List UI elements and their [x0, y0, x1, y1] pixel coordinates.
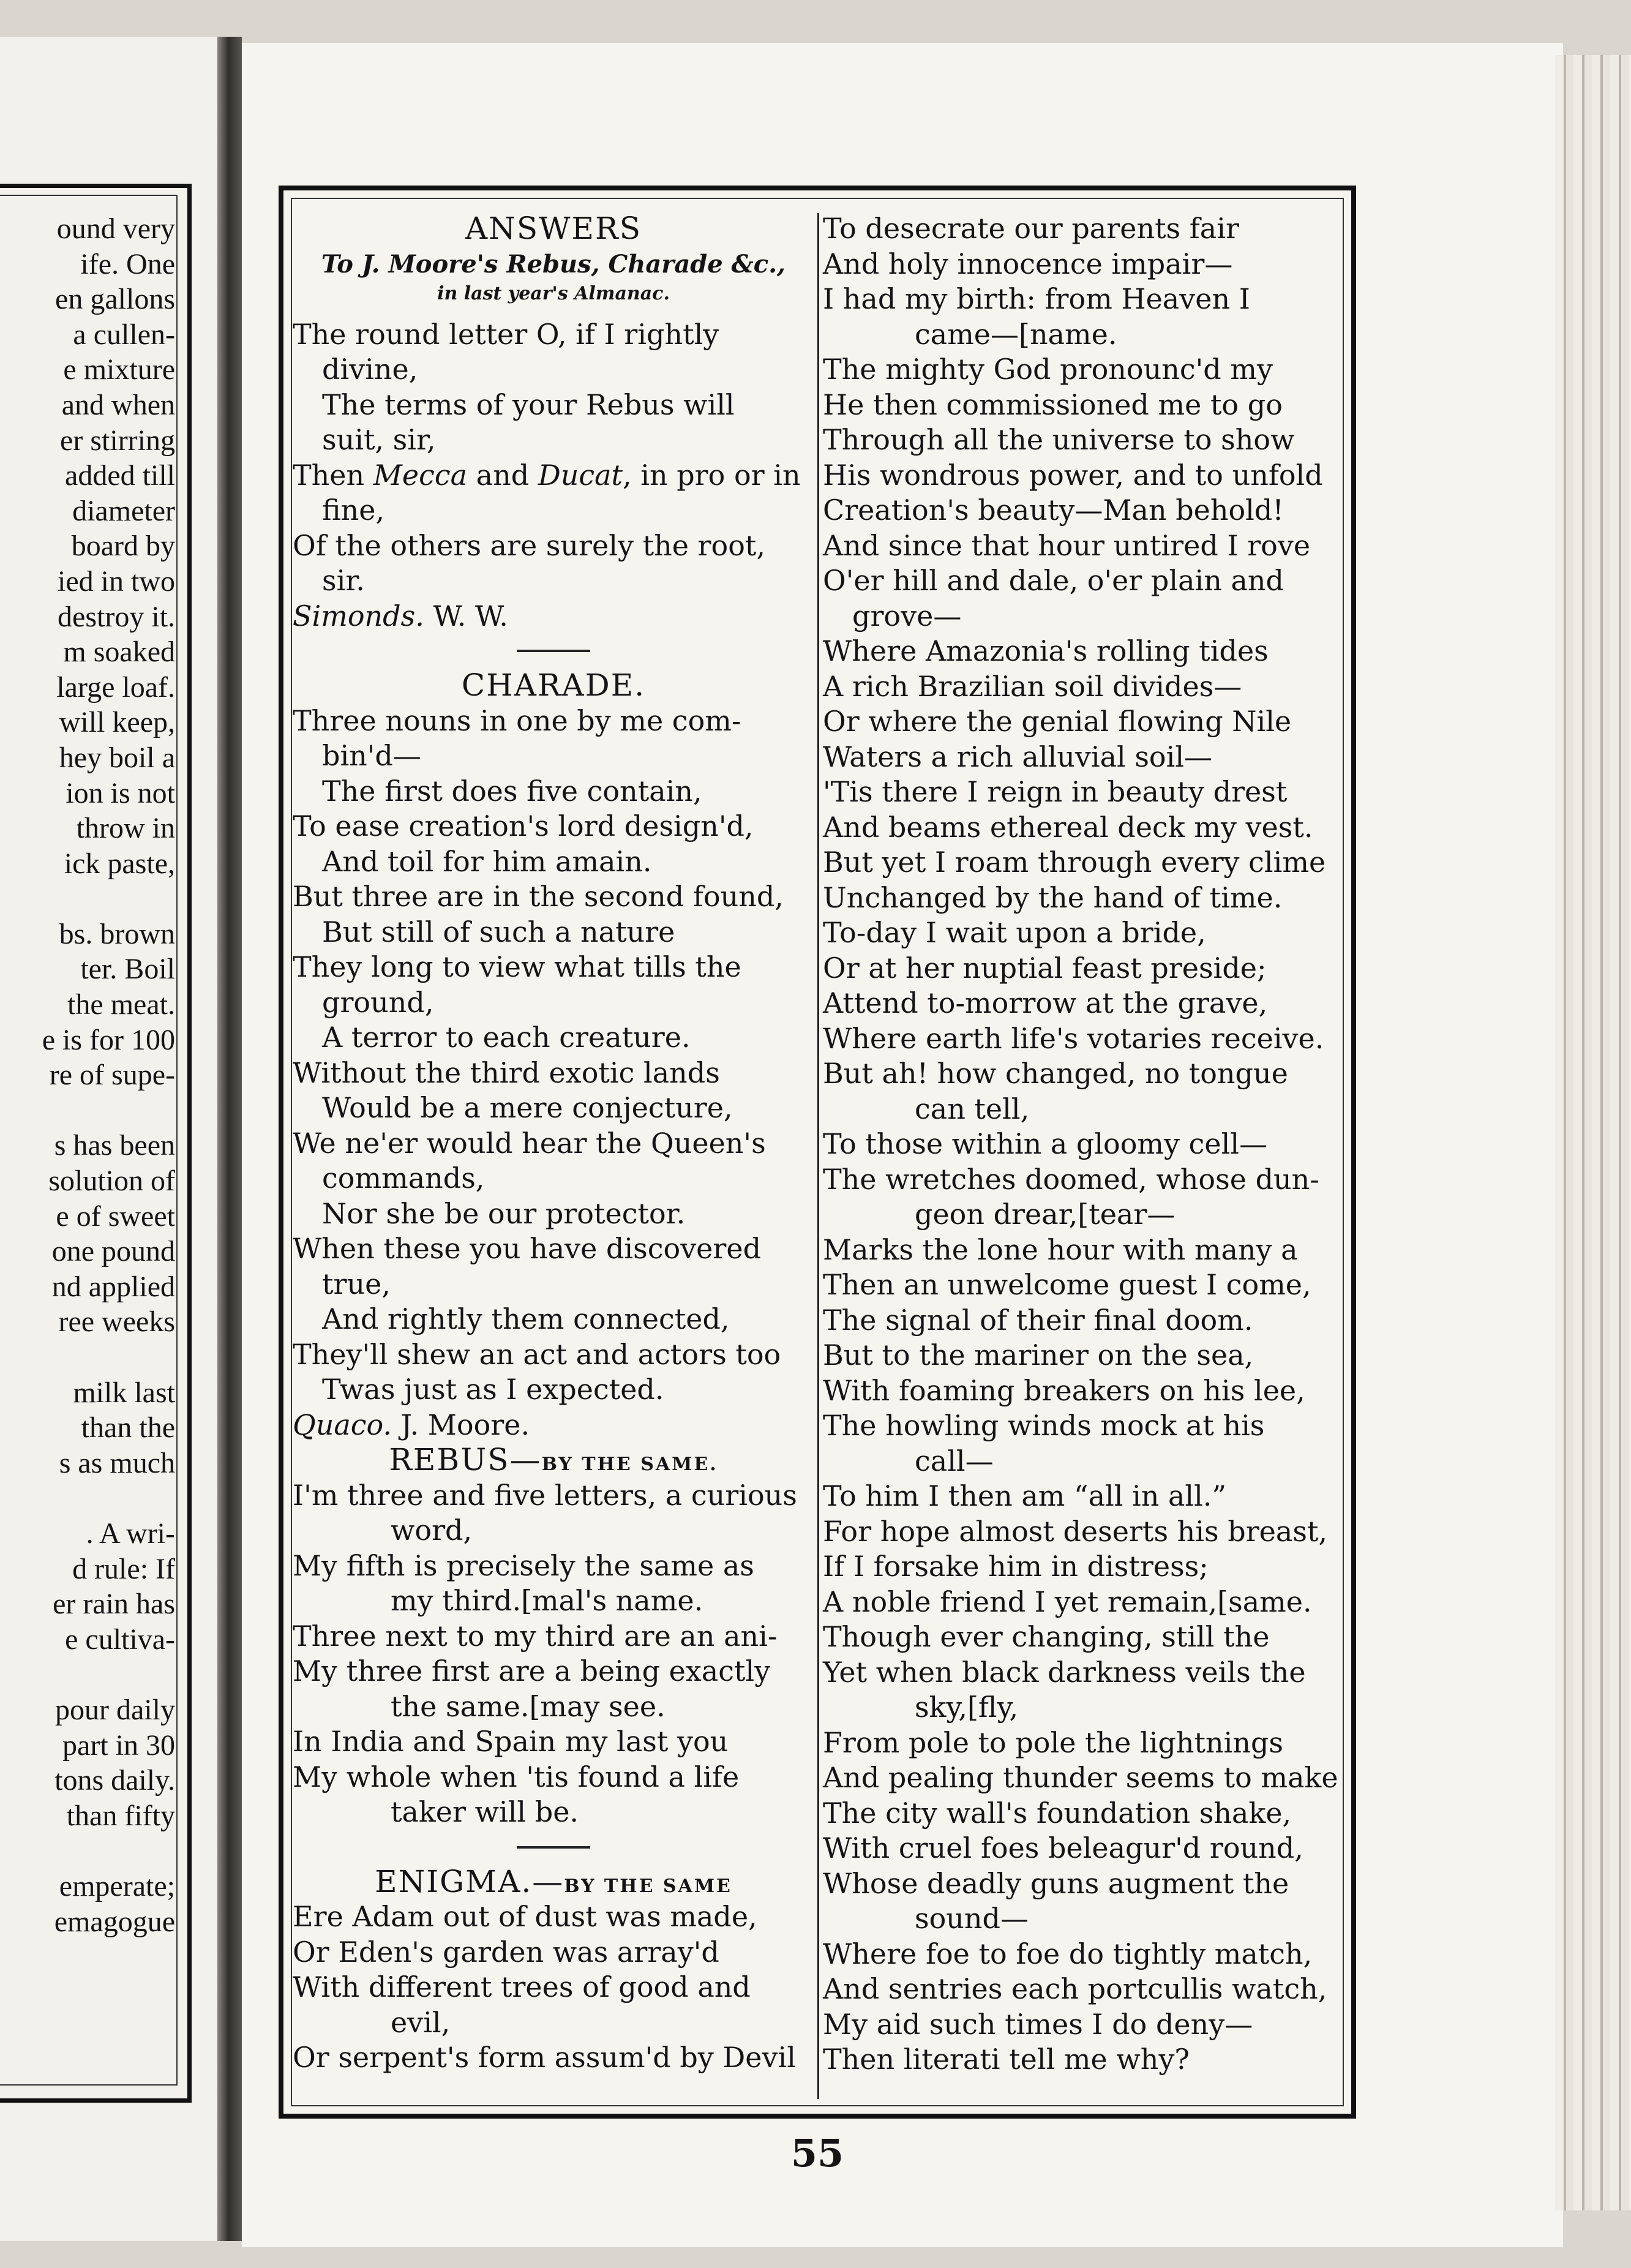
rebus-line: In India and Spain my last you [293, 1725, 729, 1758]
left-fragment-line: re of supe- [49, 1059, 175, 1092]
enigma-line: With foaming breakers on his lee, [823, 1373, 1305, 1407]
left-fragment-line [0, 1833, 175, 1869]
left-fragment-line: large loaf. [56, 670, 175, 704]
left-fragment-line: and when [61, 388, 175, 421]
left-fragment-line: bs. brown [59, 917, 175, 950]
enigma-line: Creation's beauty—Man behold! [823, 494, 1284, 527]
left-fragment-line: hey boil a [59, 741, 175, 774]
enigma-line: From pole to pole the lightnings [823, 1725, 1283, 1759]
enigma-line: A noble friend I yet remain, [823, 1585, 1218, 1618]
charade-title: CHARADE. [461, 667, 646, 703]
rebus-line: taker will be. [391, 1795, 579, 1828]
answers-line: divine, [322, 353, 418, 386]
answers-line: fine, [322, 494, 385, 527]
left-fragment-line: board by [71, 530, 175, 563]
enigma-line: A rich Brazilian soil divides— [823, 669, 1242, 703]
left-fragment-line: will keep, [59, 706, 175, 739]
rebus-line: [may see. [529, 1689, 666, 1723]
left-fragment-line: ife. One [80, 247, 175, 280]
right-column [823, 211, 1343, 2078]
enigma-line: [same. [1217, 1585, 1312, 1618]
charade-line: They long to view what tills the [293, 950, 741, 983]
enigma-line: sound— [915, 1902, 1029, 1935]
left-fragment-line: ree weeks [58, 1305, 175, 1339]
enigma-line: My aid such times I do deny— [823, 2007, 1253, 2041]
rebus-line: My three first are a being exactly [293, 1654, 771, 1688]
left-fragment-line [0, 1093, 175, 1128]
enigma-line: I had my birth: from Heaven I [823, 282, 1250, 315]
enigma-line: To him I then am “all in all.” [823, 1479, 1226, 1512]
charade-line: bin'd— [322, 739, 421, 772]
left-fragment-line: solution of [48, 1165, 175, 1198]
charade-line: They'll shew an act and actors too [293, 1337, 781, 1371]
enigma-line: call— [915, 1444, 994, 1478]
answers-place: Simonds. [293, 599, 424, 633]
left-fragment-line: emagogue [54, 1905, 175, 1938]
left-fragment-line: destroy it. [58, 600, 175, 633]
enigma-line: He then commissioned me to go [823, 388, 1283, 421]
answers-line: suit, sir, [322, 423, 436, 456]
left-fragment-line: ied in two [58, 565, 175, 598]
answers-line: sir. [322, 564, 365, 597]
enigma-line: Or at her nuptial feast preside; [823, 951, 1267, 985]
enigma-line: And holy innocence impair— [823, 247, 1233, 280]
section-divider [517, 1846, 590, 1849]
enigma-line: Or serpent's form assum'd by Devil [293, 2041, 796, 2074]
left-fragment-line: nd applied [51, 1270, 175, 1303]
enigma-line: 'Tis there I reign in beauty drest [823, 775, 1288, 808]
rebus-line: [mal's name. [521, 1584, 703, 1617]
left-fragment-line: e is for 100 [42, 1023, 175, 1056]
enigma-line: Ere Adam out of dust was made, [293, 1900, 757, 1933]
left-fragment-line: er stirring [60, 424, 175, 457]
answers-line: The terms of your Rebus will [322, 388, 735, 421]
charade-line: The first does five contain, [322, 774, 702, 808]
left-fragment-line: than the [81, 1411, 175, 1444]
rebus-line: my third. [391, 1584, 522, 1617]
charade-line: commands, [322, 1162, 485, 1195]
left-fragment-line: ick paste, [64, 847, 175, 880]
answers-line: The round letter O, if I rightly [293, 317, 719, 351]
charade-line: When these you have discovered [293, 1232, 762, 1265]
charade-line: We ne'er would hear the Queen's [293, 1126, 766, 1160]
charade-line: Would be a mere conjecture, [322, 1091, 733, 1124]
answers-signature: W. W. [433, 599, 508, 633]
charade-signature: J. Moore. [400, 1408, 530, 1441]
answers-subtitle: To J. Moore's Rebus, Charade &c., [321, 249, 786, 279]
charade-line: To ease creation's lord design'd, [293, 809, 754, 843]
left-fragment-line: m soaked [63, 636, 175, 669]
left-fragment-line: throw in [76, 812, 175, 845]
enigma-line: The howling winds mock at his [823, 1409, 1265, 1442]
left-fragment-line: one pound [51, 1235, 175, 1268]
enigma-line: Through all the universe to show [823, 423, 1295, 456]
enigma-line: Attend to-morrow at the grave, [823, 986, 1268, 1019]
enigma-line: Unchanged by the hand of time. [823, 881, 1283, 914]
enigma-line: O'er hill and dale, o'er plain and [823, 564, 1284, 597]
charade-line: Twas just as I expected. [322, 1373, 664, 1406]
enigma-line: For hope almost deserts his breast, [823, 1514, 1328, 1548]
enigma-line: Whose deadly guns augment the [823, 1866, 1289, 1900]
left-fragment-line: er rain has [53, 1588, 175, 1621]
charade-line: But still of such a nature [322, 915, 675, 948]
enigma-line: His wondrous power, and to unfold [823, 458, 1323, 492]
answers-line: Then Mecca and Ducat, in pro or in [293, 458, 801, 492]
charade-line: And rightly them connected, [322, 1302, 730, 1335]
enigma-byline: BY THE SAME [564, 1875, 732, 1897]
charade-place: Quaco. [293, 1408, 392, 1441]
rebus-line: I'm three and five letters, a curious [293, 1478, 797, 1512]
enigma-line: Marks the lone hour with many a [823, 1233, 1298, 1266]
enigma-line: If I forsake him in distress; [823, 1550, 1209, 1583]
enigma-line: To-day I wait upon a bride, [823, 916, 1206, 949]
left-fragment-line: the meat. [67, 988, 175, 1021]
charade-line: true, [322, 1267, 391, 1301]
enigma-line: The wretches doomed, whose dun- [823, 1162, 1319, 1196]
enigma-line: Then an unwelcome guest I come, [823, 1268, 1311, 1301]
enigma-split-line [823, 1585, 1343, 1620]
enigma-line: But ah! how changed, no tongue [823, 1057, 1288, 1090]
left-fragment-line: emperate; [59, 1869, 175, 1902]
enigma-line: The signal of their final doom. [823, 1303, 1253, 1337]
enigma-line: Where foe to foe do tightly match, [823, 1937, 1313, 1970]
enigma-line: But to the mariner on the sea, [823, 1339, 1254, 1372]
rebus-line: My fifth is precisely the same as [293, 1549, 754, 1582]
enigma-line: geon drear, [915, 1198, 1078, 1231]
rebus-title: REBUS— [389, 1442, 542, 1478]
page-edges [1555, 55, 1631, 2210]
enigma-line: But yet I roam through every clime [823, 846, 1326, 879]
enigma-line: And since that hour untired I rove [823, 528, 1311, 562]
enigma-split-line [823, 317, 1343, 353]
enigma-line: came— [915, 317, 1019, 351]
left-fragment-line: s as much [59, 1446, 175, 1479]
charade-line: Three nouns in one by me com- [293, 704, 741, 737]
charade-line: Without the third exotic lands [293, 1056, 720, 1089]
rebus-heading [293, 1443, 814, 1478]
page-number: 55 [790, 2131, 844, 2176]
rebus-split-line [293, 1583, 814, 1619]
left-fragment-line: than fifty [66, 1799, 175, 1832]
charade-line: And toil for him amain. [322, 844, 652, 878]
enigma-line: Or where the genial flowing Nile [823, 705, 1292, 738]
left-fragment-line: part in 30 [62, 1729, 175, 1762]
enigma-line: With cruel foes beleagur'd round, [823, 1831, 1303, 1864]
rebus-line: Three next to my third are an ani- [293, 1619, 778, 1653]
enigma-split-line [823, 1690, 1343, 1725]
left-fragment-line: d rule: If [72, 1552, 175, 1585]
left-fragment-line: ion is not [66, 776, 175, 809]
left-fragment-line: tons daily. [54, 1764, 175, 1797]
left-fragment-line: e cultiva- [65, 1623, 175, 1656]
enigma-line: Waters a rich alluvial soil— [823, 740, 1213, 773]
answers-line: Of the others are surely the root, [293, 528, 766, 562]
charade-line: Nor she be our protector. [322, 1196, 686, 1230]
book-gutter [217, 37, 242, 2241]
column-rule [817, 213, 819, 2099]
rebus-split-line [293, 1689, 814, 1725]
enigma-line: [name. [1019, 317, 1117, 351]
rebus-byline: BY THE SAME. [541, 1454, 718, 1475]
left-fragment-line: ter. Boil [80, 953, 175, 986]
rebus-line: My whole when 'tis found a life [293, 1760, 740, 1793]
enigma-line: The city wall's foundation shake, [823, 1796, 1292, 1830]
enigma-line: evil, [391, 2005, 451, 2039]
enigma-line: Then literati tell me why? [823, 2043, 1190, 2076]
enigma-line: And pealing thunder seems to make [823, 1761, 1338, 1794]
enigma-line: To desecrate our parents fair [823, 212, 1239, 245]
left-fragment-line: s has been [54, 1129, 175, 1162]
enigma-title: ENIGMA.— [375, 1863, 564, 1899]
answers-signature-line [293, 599, 814, 634]
enigma-heading [293, 1864, 814, 1900]
left-column [293, 211, 814, 2076]
left-fragment-line: a cullen- [73, 318, 175, 351]
left-page-text [0, 211, 175, 1939]
left-fragment-line: pour daily [55, 1693, 175, 1726]
section-divider [517, 650, 590, 652]
rebus-line: the same. [391, 1689, 530, 1723]
left-fragment-line: . A wri- [86, 1517, 175, 1550]
enigma-line: And sentries each portcullis watch, [823, 1972, 1327, 2005]
left-fragment-line [0, 881, 175, 917]
enigma-line: [fly, [967, 1691, 1019, 1724]
charade-signature-line [293, 1408, 814, 1443]
enigma-line: And beams ethereal deck my vest. [823, 810, 1313, 844]
enigma-line: Where earth life's votaries receive. [823, 1021, 1324, 1055]
left-fragment-line: added till [65, 459, 175, 492]
enigma-line: Or Eden's garden was array'd [293, 1935, 719, 1969]
left-fragment-line: diameter [72, 494, 175, 527]
enigma-line: can tell, [915, 1092, 1030, 1125]
left-fragment-line [0, 1340, 175, 1375]
left-fragment-line: e of sweet [56, 1200, 175, 1233]
charade-line: But three are in the second found, [293, 880, 784, 913]
enigma-line: sky, [915, 1691, 967, 1724]
left-fragment-line: milk last [73, 1376, 175, 1409]
enigma-line: To those within a gloomy cell— [823, 1127, 1268, 1160]
enigma-line: With different trees of good and [293, 1970, 751, 2003]
enigma-line: [tear— [1078, 1198, 1175, 1231]
enigma-line: Yet when black darkness veils the [823, 1655, 1306, 1689]
left-fragment-line: e mixture [63, 353, 175, 386]
answers-subtitle-2: in last year's Almanac. [437, 283, 670, 304]
enigma-line: grove— [852, 599, 962, 633]
enigma-split-line [823, 1197, 1343, 1233]
charade-line: ground, [322, 985, 434, 1019]
rebus-line: word, [391, 1514, 473, 1547]
left-fragment-line [0, 1657, 175, 1692]
left-fragment-line [0, 1481, 175, 1516]
enigma-line: The mighty God pronounc'd my [823, 353, 1273, 386]
left-fragment-line: ound very [56, 212, 175, 245]
enigma-line: Though ever changing, still the [823, 1620, 1270, 1653]
answers-title: ANSWERS [465, 211, 642, 246]
enigma-line: Where Amazonia's rolling tides [823, 634, 1269, 667]
charade-line: A terror to each creature. [322, 1021, 691, 1054]
left-fragment-line: en gallons [55, 283, 175, 316]
